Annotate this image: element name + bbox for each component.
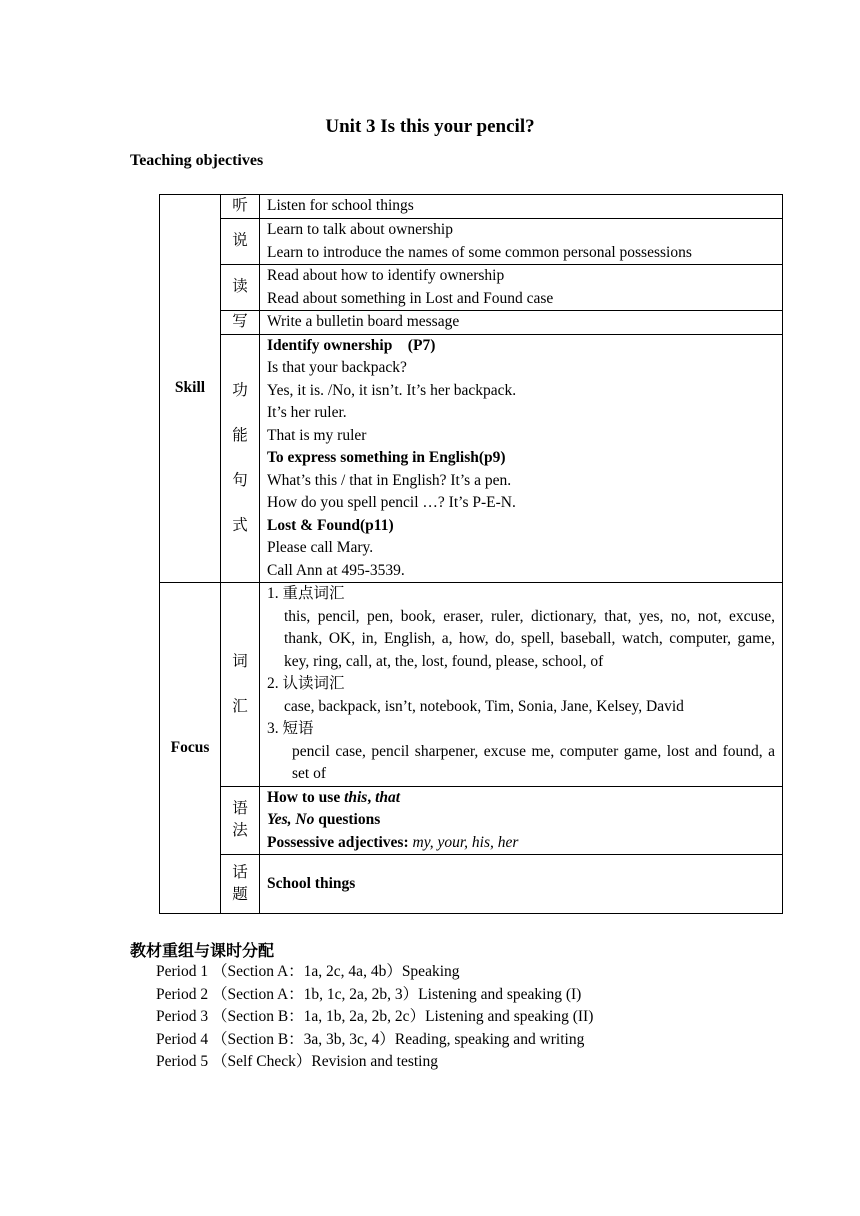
periods-heading: 教材重组与课时分配 xyxy=(130,943,275,960)
vocab-content xyxy=(260,583,783,787)
function-label-char: 功 xyxy=(232,382,248,400)
grammar-text: that xyxy=(375,788,401,806)
function-label-char: 式 xyxy=(232,517,248,535)
speak-line: Learn to talk about ownership xyxy=(267,221,453,238)
write-label: 写 xyxy=(221,311,260,335)
vocab-label-char: 汇 xyxy=(232,698,248,716)
function-label xyxy=(221,334,260,583)
focus-label: Focus xyxy=(160,583,221,914)
vocab-text: this, pencil, pen, book, eraser, ruler, dictionary, that, yes, no, not, excuse, thank, OK, in, English, a, how, do, spell, baseball, watch, computer, game, key, ring, call, at, the, lost, found, please, school, of xyxy=(284,607,775,670)
grammar-label-char: 语 xyxy=(232,800,248,818)
function-label-char: 句 xyxy=(232,472,248,490)
grammar-line xyxy=(267,809,775,832)
skill-label: Skill xyxy=(160,195,221,583)
vocab-label-char: 词 xyxy=(232,653,248,671)
function-line: Please call Mary. xyxy=(267,539,374,556)
grammar-text: Yes, No xyxy=(267,811,315,828)
vocab-heading: 3. 短语 xyxy=(267,720,314,737)
grammar-text: my, your, his, her xyxy=(408,833,519,851)
periods-list xyxy=(156,961,593,1074)
grammar-text: How to use xyxy=(267,788,345,806)
grammar-text: Possessive adjectives: xyxy=(267,833,409,851)
write-content xyxy=(260,311,783,335)
read-content xyxy=(260,265,783,311)
topic-label-char: 题 xyxy=(232,886,248,903)
function-line: How do you spell pencil …? It’s P-E-N. xyxy=(267,494,516,511)
period-item: Period 3 （Section B：1a, 1b, 2a, 2b, 2c）Listening and speaking (II) xyxy=(156,1008,594,1026)
period-item: Period 1 （Section A：1a, 2c, 4a, 4b）Speaking xyxy=(156,963,460,980)
vocab-text: case, backpack, isn’t, notebook, Tim, Sonia, Jane, Kelsey, David xyxy=(284,697,684,715)
vocab-heading: 2. 认读词汇 xyxy=(267,675,345,692)
function-line: Yes, it is. /No, it isn’t. It’s her backpack. xyxy=(267,381,517,399)
period-item: Period 5 （Self Check）Revision and testing xyxy=(156,1053,438,1071)
vocab-heading: 1. 重点词汇 xyxy=(267,585,345,602)
speak-line: Learn to introduce the names of some common personal possessions xyxy=(267,243,692,261)
read-line: Read about how to identify ownership xyxy=(267,267,505,284)
topic-label-char: 话 xyxy=(232,864,248,881)
page-title: Unit 3 Is this your pencil? xyxy=(325,116,535,137)
vocab-text: pencil case, pencil sharpener, excuse me, computer game, lost and found, a set of xyxy=(292,742,775,782)
function-label-char: 能 xyxy=(232,427,248,445)
function-line: Call Ann at 495-3539. xyxy=(267,561,405,579)
function-line: What’s this / that in English? It’s a pen. xyxy=(267,471,512,489)
period-item: Period 2 （Section A：1b, 1c, 2a, 2b, 3）Listening and speaking (I) xyxy=(156,985,582,1003)
function-line: Lost & Found(p11) xyxy=(267,516,394,534)
grammar-line xyxy=(267,787,775,810)
function-line: It’s her ruler. xyxy=(267,404,347,421)
function-line: Identify ownership (P7) xyxy=(267,336,436,354)
read-line: Read about something in Lost and Found case xyxy=(267,289,554,307)
vocab-label xyxy=(221,583,260,787)
grammar-line xyxy=(267,832,775,855)
write-line: Write a bulletin board message xyxy=(267,313,460,330)
grammar-content xyxy=(260,786,783,855)
read-label: 读 xyxy=(221,265,260,311)
grammar-text: , xyxy=(367,788,376,806)
speak-label: 说 xyxy=(221,219,260,265)
grammar-text: this xyxy=(344,788,368,806)
grammar-label-char: 法 xyxy=(232,822,248,840)
topic-content: School things xyxy=(260,855,783,914)
period-item: Period 4 （Section B：3a, 3b, 3c, 4）Reading, speaking and writing xyxy=(156,1030,585,1048)
function-line: Is that your backpack? xyxy=(267,359,407,376)
function-content xyxy=(260,334,783,583)
listen-content xyxy=(260,195,783,219)
objectives-table xyxy=(159,194,783,914)
function-line: That is my ruler xyxy=(267,426,367,444)
listen-line: Listen for school things xyxy=(267,197,414,214)
speak-content xyxy=(260,219,783,265)
grammar-label xyxy=(221,786,260,855)
section-subtitle: Teaching objectives xyxy=(130,152,264,169)
grammar-text: questions xyxy=(314,811,381,828)
listen-label: 听 xyxy=(221,195,260,219)
topic-label xyxy=(221,855,260,914)
function-line: To express something in English(p9) xyxy=(267,449,506,466)
